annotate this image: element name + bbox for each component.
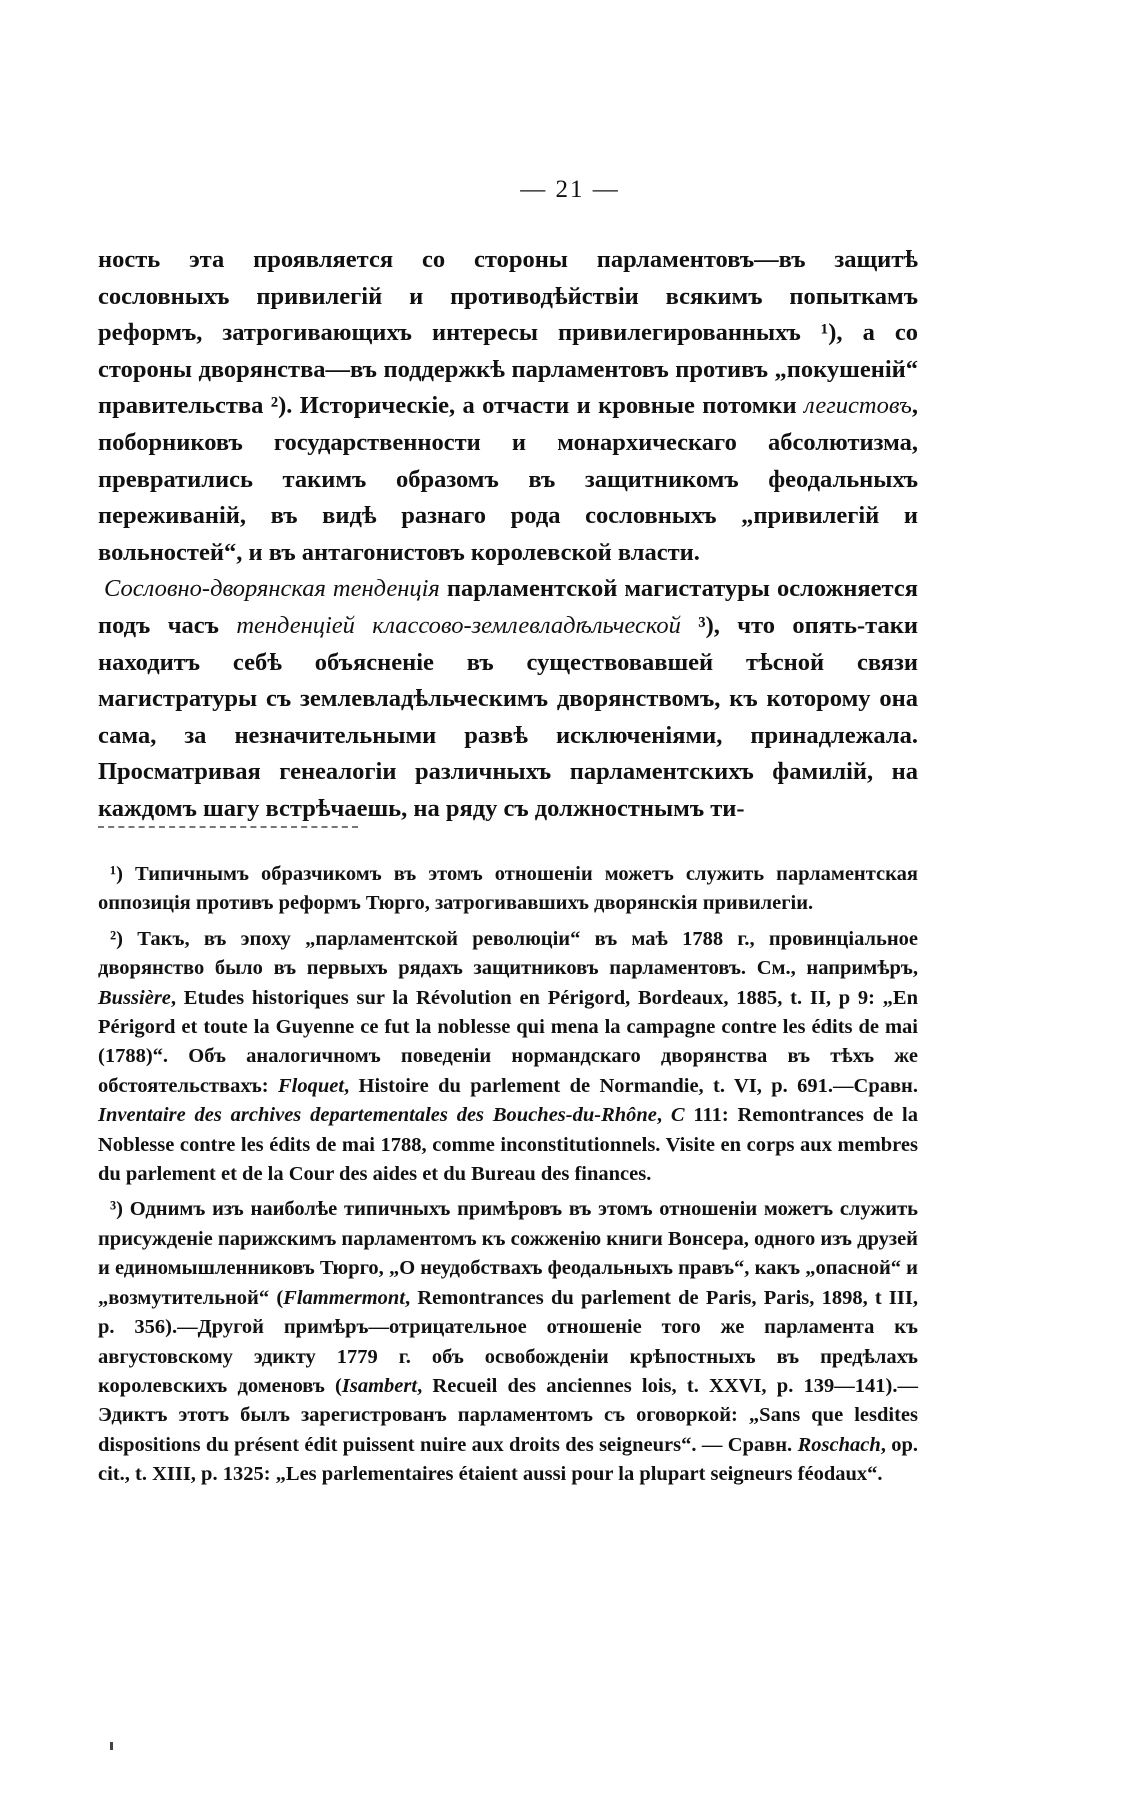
- footnote-3-italic-1: Flammermont: [283, 1286, 406, 1309]
- footnote-3-text-4: , op. cit., t. XIII, p. 1325: „Les parlementaires étaient aussi pour la plupart seigneurs féodaux“.: [98, 1433, 919, 1486]
- footnote-3-italic-3: Roschach: [797, 1433, 881, 1456]
- footnote-3-text-2: , Remontrances du parlement de Paris, Paris, 1898, t III, p. 356).—Другой примѣръ—отрицательное отношеніе того же парламента къ августовскому эдикту 1779 г. объ освобожденіи крѣпостныхъ въ предѣлахъ королевскихъ доменовъ (: [98, 1286, 918, 1397]
- p1-text-2: , а со стороны дворянства—въ поддержкѣ парламентовъ противъ „покушеній“ правительства: [98, 319, 919, 420]
- paragraph-2: [98, 571, 918, 827]
- footnote-ref-1: ¹): [820, 319, 837, 347]
- footnote-2-text-5: 111: Remontrances de la Noblesse contre les édits de mai 1788, comme inconstitutionnels. Visite en corps aux membres du parlement et de la Cour des aides et du Bureau des finances.: [98, 1104, 918, 1186]
- footnote-1: [98, 860, 918, 919]
- footnote-2-mark: ²): [110, 927, 123, 950]
- footnote-2-italic-1: Bussière: [98, 986, 171, 1009]
- main-text: [98, 242, 918, 828]
- footnote-2-italic-2: Floquet: [277, 1074, 345, 1097]
- footnote-3-text-1: Однимъ изъ наиболѣе типичныхъ примѣровъ въ этомъ отношеніи можетъ служить присужденіе парижскимъ парламентомъ къ сожженію книги Вонсера, одного изъ друзей и единомышленниковъ Тюрго, „О неудобствахъ феодальныхъ правъ“, какъ „опасной“ и „возмутительной“ (: [98, 1198, 918, 1309]
- footnote-1-text: Типичнымъ образчикомъ въ этомъ отношеніи можетъ служить парламентская оппозиція противъ реформъ Тюрго, затрогивавшихъ дворянскія привилегіи.: [98, 863, 918, 915]
- p1-text-4: , поборниковъ государственности и монархическаго абсолютизма, превратились такимъ образомъ въ защитникомъ феодальныхъ переживаній, въ видѣ разнаго рода сословныхъ „привилегій и вольностей“, и въ антагонистовъ королевской власти.: [98, 392, 918, 566]
- footnote-ref-2: ²): [270, 392, 287, 420]
- footnote-2-italic-3: Inventaire des archives departementales des Bouches-du-Rhône: [98, 1104, 657, 1127]
- p2-text-2: , что опять-таки находитъ себѣ объясненіе въ существовавшей тѣсной связи магистратуры съ землевладѣльческимъ дворянствомъ, къ которому она сама, за незначительными развѣ исключеніями, принадлежала. Просматривая генеалогіи различныхъ парламентскихъ фамилій, на каждомъ шагу встрѣчаешь, на ряду съ должностнымъ ти-: [98, 611, 918, 822]
- footnote-3: [98, 1195, 918, 1489]
- scan-mark: [110, 1742, 113, 1750]
- footnote-3-mark: ³): [110, 1198, 123, 1221]
- p2-italic-2: тенденціей классово-землевладѣльческой: [236, 611, 681, 639]
- p1-italic-1: легистовъ: [804, 392, 912, 420]
- p2-text-1: парламентской магистатуры осложняется подъ часъ: [98, 575, 918, 639]
- footnote-3-italic-2: Isambert: [341, 1374, 418, 1397]
- footnote-2-text-3: , Histoire du parlement de Normandie, t. VI, p. 691.—Сравн.: [344, 1074, 918, 1097]
- p2-italic-1: Сословно-дворянская тенденція: [104, 575, 440, 603]
- footnote-3-text-3: , Recueil des anciennes lois, t. XXVI, p. 139—141).—Эдиктъ этотъ былъ зарегистрованъ парламентомъ съ оговоркой: „Sans que lesdites dispositions du présent édit puissent nuire aux droits des seigneurs“. — Сравн.: [98, 1374, 918, 1456]
- footnote-ref-3: ³): [680, 611, 714, 639]
- footnote-separator: [98, 826, 358, 830]
- footnote-2-text-2: , Etudes historiques sur la Révolution en Périgord, Bordeaux, 1885, t. II, p 9: „En Périgord et toute la Guyenne ce fut la noblesse qui mena la campagne contre les édits de mai (1788)“. Объ аналогичномъ поведеніи нормандскаго дворянства въ тѣхъ же обстоятельствахъ:: [98, 986, 918, 1097]
- footnote-2-italic-4: C: [670, 1104, 685, 1127]
- p1-text-3: . Историческіе, а отчасти и кровные потомки: [286, 392, 805, 420]
- paragraph-1: [98, 242, 918, 571]
- footnotes: [98, 860, 918, 1496]
- footnote-1-mark: ¹): [110, 863, 123, 885]
- p1-text-1: ность эта проявляется со стороны парламентовъ—въ защитѣ сословныхъ привилегій и противодѣйствіи всякимъ попыткамъ реформъ, затрогивающихъ интересы привилегированныхъ: [98, 246, 918, 347]
- footnote-2-text-1: Такъ, въ эпоху „парламентской революціи“ въ маѣ 1788 г., провинціальное дворянство было въ первыхъ рядахъ защитниковъ парламентовъ. См., напримѣръ,: [98, 927, 918, 980]
- footnote-2-text-4: ,: [656, 1104, 671, 1127]
- page-number: — 21 —: [520, 176, 620, 203]
- footnote-2: [98, 925, 918, 1190]
